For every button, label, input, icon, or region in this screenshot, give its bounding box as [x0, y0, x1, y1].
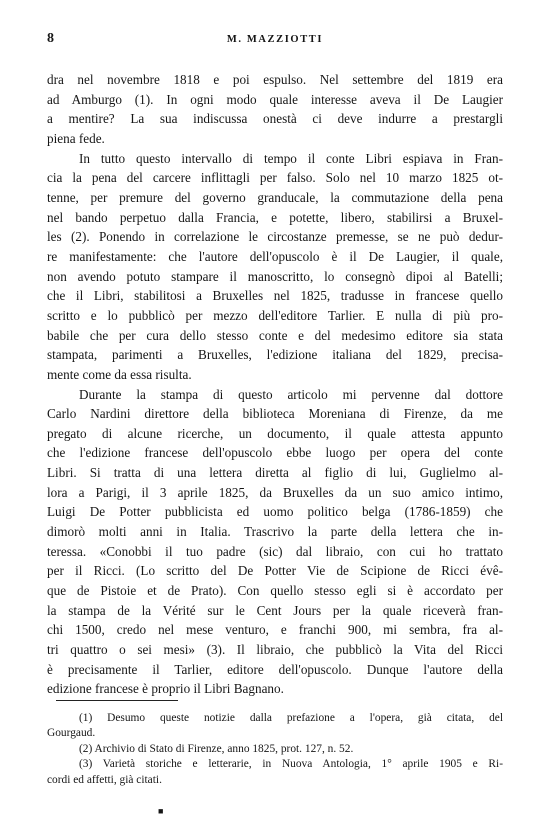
text-line: Luigi De Potter pubblicista ed uomo politico belga (1786-1859) che [47, 504, 503, 520]
text-line: dra nel novembre 1818 e poi espulso. Nel settembre del 1819 era [47, 72, 503, 87]
text-line: les (2). Ponendo in correlazione le circostanze premesse, se ne può dedur- [47, 229, 503, 245]
footnote-line: (2) Archivio di Stato di Firenze, anno 1825, prot. 127, n. 52. [79, 742, 354, 755]
text-line: che il Libri, stabilitosi a Bruxelles nel 1825, tradusse in francese quello [47, 288, 503, 304]
body-text [47, 70, 503, 699]
text-line: babile che per cura dello stesso conte e del medesimo editore sia stata [47, 327, 503, 343]
text-line: ad Amburgo (1). In ogni modo quale interesse aveva il De Laugier [47, 91, 503, 107]
text-line: la stampa de la Vérité sur le Cent Jours per la quale riceverà fran- [47, 602, 503, 618]
text-line: lora a Parigi, il 3 aprile 1825, da Bruxelles da un suo amico intimo, [47, 484, 503, 500]
text-line: cia la pena del carcere inflittagli per falso. Solo nel 10 marzo 1825 ot- [47, 170, 503, 186]
footnote-line: cordi ed affetti, già citati. [47, 773, 162, 786]
paragraph [47, 149, 503, 385]
text-line: piena fede. [47, 130, 105, 146]
print-mark: ■ [158, 806, 164, 816]
paragraph [47, 385, 503, 700]
text-line: stampata, parimenti a Bruxelles, l'edizione italiana del 1829, precisa- [47, 347, 503, 363]
running-head: M. MAZZIOTTI [226, 34, 324, 45]
footnote-line: Gourgaud. [47, 727, 96, 740]
text-line: non avendo potuto stampare il manoscritto, lo consegnò dipoi al Batelli; [47, 268, 503, 284]
text-line: per il Ricci. (Lo scritto del De Potter Vie de Scipione de Ricci évê- [47, 563, 503, 579]
footnote-line: (3) Varietà storiche e letterarie, in Nuova Antologia, 1° aprile 1905 e Ri- [79, 758, 503, 771]
text-line: teressa. «Conobbi il tuo padre (sic) dal libraio, con cui ho trattato [47, 543, 503, 559]
text-line: tenne, per premure del governo granducale, la commutazione della pena [47, 189, 503, 205]
text-line: che l'edizione francese dell'opuscolo ebbe luogo per opera del conte [47, 445, 503, 461]
footnote-1 [47, 711, 503, 742]
text-line: pregato di alcune ricerche, un documento, il quale attesta appunto [47, 425, 503, 441]
text-line: In tutto questo intervallo di tempo il conte Libri espiava in Fran- [79, 150, 503, 166]
footnote-3 [47, 757, 503, 788]
text-line: scritto e lo pubblicò per mezzo dell'editore Tarlier. E nulla di più pro- [47, 307, 503, 323]
footnote-2 [47, 742, 503, 757]
text-line: que de Pistoie et de Prato). Con quello stesso egli si è accordato per [47, 583, 503, 599]
text-line: a mentire? La sua indiscussa onestà ci deve indurre a prestargli [47, 111, 503, 127]
text-line: Carlo Nardini direttore della biblioteca Moreniana di Firenze, da me [47, 406, 503, 422]
page-number: 8 [47, 31, 54, 46]
page-header [47, 31, 503, 47]
text-line: Durante la stampa di questo articolo mi pervenne dal dottore [79, 386, 503, 402]
footnote-divider [56, 700, 178, 701]
text-line: tri quattro o sei mesi» (3). Il libraio, che pubblicò la Vita del Ricci [47, 642, 503, 658]
text-line: nel bando perpetuo dalla Francia, e potette, libero, stabilirsi a Bruxel- [47, 209, 503, 225]
text-line: chi 1500, credo nel mese venturo, e franchi 900, mi sembra, fra al- [47, 622, 503, 638]
paragraph [47, 70, 503, 149]
text-line: edizione francese è proprio il Libri Bagnano. [47, 681, 284, 697]
text-line: dimorò molti anni in Italia. Trascrivo la parte della lettera che in- [47, 524, 503, 540]
footnote-line: (1) Desumo queste notizie dalla prefazione a l'opera, già citata, del [79, 712, 503, 724]
text-line: mente come da essa risulta. [47, 366, 192, 382]
text-line: Libri. Si tratta di una lettera diretta al figlio di lui, Guglielmo al- [47, 465, 503, 481]
text-line: è precisamente il Tarlier, editore dell'opuscolo. Dunque l'autore della [47, 661, 503, 677]
footnotes [47, 711, 503, 788]
text-line: re manifestamente: che l'autore dell'opuscolo è il De Laugier, il quale, [47, 248, 503, 264]
